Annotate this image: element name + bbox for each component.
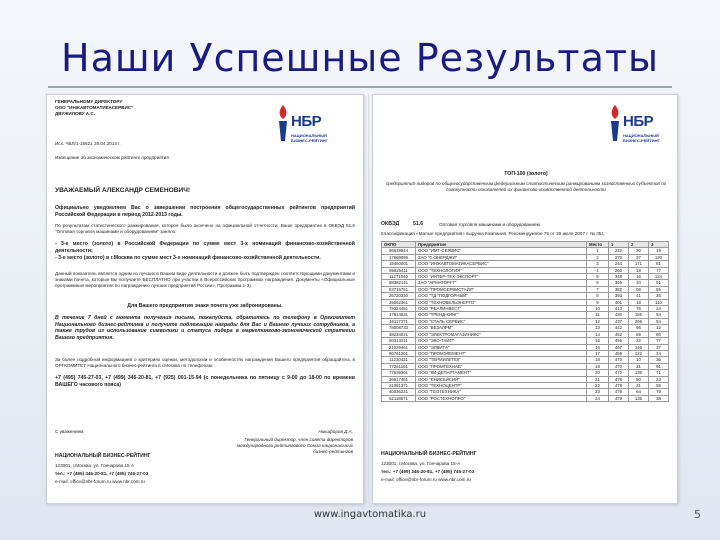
letter-paragraph: За более подробной информацией о критериях оценки, методологии и особенностях награждения Вашего предприятия обращайтесь в ОРГКОМИТЕТ Национального бизнес-рейтинга в г.Москва по телефонам: (55, 357, 355, 368)
table-cell: 30 (629, 248, 649, 254)
org-phones: тел.: +7 (499) 346-20-81, +7 (495) 745-27-03 (381, 469, 475, 474)
ranking-document (372, 94, 678, 504)
table-cell: ООО "ЭЛЕКТРОМАГАЗИНИКС" (416, 331, 587, 337)
table-cell: 479 (609, 389, 629, 395)
table-cell: 64 (629, 389, 649, 395)
table-cell: 41 (629, 293, 649, 299)
table-cell: 56639644 (382, 248, 416, 254)
table-cell: 7 (587, 286, 609, 292)
table-cell: 91 (649, 280, 669, 286)
table-cell: 21 (587, 376, 609, 382)
table-cell: 18 (587, 357, 609, 363)
table-cell: 6 (587, 280, 609, 286)
table-cell: 24 (649, 306, 669, 312)
table-cell: 244 (609, 261, 629, 267)
table-cell: ООО "СТАЛЬ СЕРВИС" (416, 318, 587, 324)
table-cell: 56 (649, 382, 669, 388)
addressee-line: ООО "ИНЖАВТОМАТИКАСЕРВИС" (55, 105, 134, 110)
table-cell: ООО "ЭКО-ТАЙП" (416, 338, 587, 344)
table-cell: 26720330 (382, 293, 416, 299)
table-cell: 21 (629, 382, 649, 388)
table-cell: 81 (649, 261, 669, 267)
letter-paragraph: Данный показатель является одним из лучших в Вашем виде деятельности и должен быть подтвержден соответствующими документами и знаками почета, которые Вы получаете БЕСПЛАТНО при участии в Всероссийских программах награждения. Документы «Официальные программные мероприятия по награждению лучших предприятий России», Программа 1-3). (55, 271, 355, 288)
table-cell: 146 (629, 344, 649, 350)
letter-phones: +7 (495) 745-27-03, +7 (499) 346-20-81, +7 (925) 001-15-94 (с понедельника по пятницу с 9-00 до 18-00 по времени ВАШЕГО часового пояса) (55, 375, 355, 388)
letter-place: - 3-е место (золото) в г.Москва по сумме мест 3-х номинаций финансово-хозяйственной деятельности. (55, 255, 321, 261)
table-cell: 13 (587, 325, 609, 331)
table-cell: 266 (629, 318, 649, 324)
table-cell: 26 (649, 293, 669, 299)
signer-name: Никифоров Д.А. (318, 429, 353, 434)
letter-document (46, 94, 364, 504)
table-cell: 382 (609, 286, 629, 292)
table-cell: 467 (609, 344, 629, 350)
letter-addressee (55, 99, 255, 117)
table-cell: 10 (587, 306, 609, 312)
column-header: 2 (629, 242, 649, 248)
table-cell: 19 (587, 363, 609, 369)
table-cell: 78008733 (382, 325, 416, 331)
table-cell: 18 (629, 299, 649, 305)
table-cell: 479 (609, 395, 629, 401)
table-cell: 12 (587, 318, 609, 324)
table-cell: ООО "ЕНИСЕЙСИЙ" (416, 376, 587, 382)
ranking-header: ТОП-100 (золото) (504, 171, 548, 177)
org-email: e-mail: office@nbr-forum.ru www.nbr.com.ru (381, 477, 471, 482)
table-cell: 40036241 (382, 389, 416, 395)
table-cell: 9 (587, 299, 609, 305)
table-cell: 393 (609, 293, 629, 299)
org-name: НАЦИОНАЛЬНЫЙ БИЗНЕС-РЕЙТИНГ (55, 453, 151, 459)
org-email: e-mail: office@nbr-forum.ru www.nbr.com.ru (55, 479, 145, 484)
nbr-logo (273, 103, 333, 151)
table-cell: 96 (629, 325, 649, 331)
table-cell: 16 (587, 344, 609, 350)
letter-greeting: УВАЖАЕМЫЙ АЛЕКСАНДР СЕМЕНОВИЧ! (55, 187, 191, 194)
table-cell: 124 (649, 274, 669, 280)
logo-subtitle: НАЦИОНАЛЬНЫЙ БИЗНЕС-РЕЙТИНГ (623, 133, 660, 143)
table-cell: 77 (649, 267, 669, 273)
table-cell: 472 (609, 370, 629, 376)
table-cell: 135 (629, 395, 649, 401)
table-cell: 260 (609, 267, 629, 273)
letter-paragraph: В течение 7 дней с момента получения письма, пожалуйста, обратитесь по телефону в Оргкомитет Национального бизнес-рейтинга и получите подлежащие награды для Вас и Вашего лучших сотрудников, а также трудов из использование символики и статуса лидера в маркетингово-экономической стратегии Вашего предприятия. (55, 315, 355, 341)
table-cell: 69 (629, 331, 649, 337)
letter-paragraph: Для Вашего предприятия знаки почета уже забронированы. (127, 303, 283, 309)
letter-paragraph: По результатам статистического ранжирования, которое было окончено на официальной отчетности, Ваше предприятие в ОКВЭД 51.6 "Оптовая торговля машинами и оборудованием" заняло: (55, 223, 355, 234)
table-cell: ООО "ПРОМТЕХНАБ" (416, 363, 587, 369)
table-cell: 79324451 (382, 306, 416, 312)
table-cell: 155 (629, 312, 649, 318)
table-cell: 63715761 (382, 286, 416, 292)
table-cell: 17 (587, 350, 609, 356)
slide-title: Наши Успешные Результаты (61, 36, 659, 80)
table-cell: 5 (587, 274, 609, 280)
table-cell: 437 (609, 318, 629, 324)
table-cell: 476 (609, 376, 629, 382)
table-cell: ООО "ЭЛВИТА" (416, 344, 587, 350)
table-cell: 58 (629, 286, 649, 292)
table-cell: 120 (649, 254, 669, 260)
table-cell: 442 (609, 325, 629, 331)
table-cell: ООО "ГЕОТЕХНИКА" (416, 389, 587, 395)
table-cell: 71 (649, 370, 669, 376)
table-cell: 15 (587, 338, 609, 344)
table-cell: 77261161 (382, 363, 416, 369)
document-separator (368, 94, 369, 504)
table-cell: 136 (629, 370, 649, 376)
okved-label: ОКВЭД (381, 221, 400, 227)
table-cell: 54 (649, 318, 669, 324)
table-cell: ООО "ТД "ПОДГОРНЫЙ" (416, 293, 587, 299)
table-cell: 12 (649, 325, 669, 331)
logo-letters: НБР (623, 113, 654, 130)
table-cell: ЗАО "АРМАТОРГТ" (416, 280, 587, 286)
table-cell: ЗАО "С-ЭНЕРДЖИ" (416, 254, 587, 260)
table-cell: 2 (587, 254, 609, 260)
column-header: 1 (609, 242, 629, 248)
table-cell: 77539301 (382, 370, 416, 376)
table-cell: 23 (649, 376, 669, 382)
table-cell: ООО "ИНЖАВТОМАТИКАСЕРВИС" (416, 261, 587, 267)
table-cell: 19460001 (382, 261, 416, 267)
ranking-intro: предприятий-лидеров по общегосударственным федеральным статистическим ранжированиям хозяйственных субъектов по совокупности показателей их финансово-хозяйственной деятельности (385, 181, 667, 192)
table-cell: 25062361 (382, 299, 416, 305)
table-cell: 17669086 (382, 254, 416, 260)
table-cell: ООО "ТЕХНОЦЕНТР" (416, 382, 587, 388)
classification-line: Классификация «Малые предприятия» выручка Компания, Рекомендуемое 79 от 26 июля 2007 г. № 351; (381, 231, 606, 236)
table-cell: 470 (609, 363, 629, 369)
table-row (382, 395, 669, 401)
table-cell: 38234021 (382, 331, 416, 337)
table-cell: 11 (587, 312, 609, 318)
table-cell: 8 (587, 293, 609, 299)
logo-letters: НБР (291, 113, 322, 130)
letter-ref: Исх. ЧБЛ/1-16621 28.04.2014 г. (55, 141, 121, 146)
table-cell: 24 (587, 395, 609, 401)
table-cell: 455 (609, 338, 629, 344)
torch-icon (275, 103, 291, 143)
table-cell: 16 (629, 274, 649, 280)
table-cell: ООО "ТЕХНОЛОГИЯ" (416, 267, 587, 273)
org-address: 123001, г.Москва, ул. Гончарова 15-А (381, 461, 461, 466)
nbr-logo (605, 103, 665, 151)
table-cell: 478 (609, 382, 629, 388)
table-cell: ООО "КИ-ДЕПАРТАМЕНТ" (416, 370, 587, 376)
table-cell: 21029461 (382, 344, 416, 350)
table-cell: 3 (587, 261, 609, 267)
okved-description: Оптовая торговля машинами и оборудованием (439, 222, 540, 227)
table-cell: 22 (587, 382, 609, 388)
table-cell: 4 (587, 267, 609, 273)
table-cell: ООО "ТЕРМИЛЕТЕК" (416, 357, 587, 363)
letter-place: - 3-е место (золото) в Российской Федерации по сумме мест 3-х номинаций финансово-хозяйственной деятельности; (55, 241, 355, 254)
addressee-line: ГЕНЕРАЛЬНОМУ ДИРЕКТОРУ (55, 99, 123, 104)
table-cell: 21081371 (382, 382, 416, 388)
table-cell: 430 (609, 312, 629, 318)
table-cell: ООО "ВЕЗАЛРМ" (416, 325, 587, 331)
table-cell: ООО "ИНТЕР-ТЕХ-ЭКСПОРТ" (416, 274, 587, 280)
letter-paragraph: Официально уведомляем Вас о завершении построения общегосударственных рейтингов предприятий Российской Федерации в период 2012-2013 годы. (55, 205, 355, 218)
table-cell: 21 (629, 363, 649, 369)
table-cell: 17614631 (382, 312, 416, 318)
table-cell: 469 (609, 350, 629, 356)
org-name: НАЦИОНАЛЬНЫЙ БИЗНЕС-РЕЙТИНГ (381, 451, 477, 457)
table-cell: 1 (587, 248, 609, 254)
table-cell: ООО "ПРОМСЕРВИСТАЙЛ" (416, 286, 587, 292)
table-cell: 36 (649, 357, 669, 363)
page-number: 5 (694, 508, 701, 521)
table-cell: 91 (649, 363, 669, 369)
table-cell: 55 (649, 286, 669, 292)
table-cell: 171 (629, 261, 649, 267)
org-phones: тел.: +7 (495) 346-20-81, +7 (495) 745-27-03 (55, 471, 149, 476)
table-cell: 20 (587, 370, 609, 376)
table-cell: 23 (587, 389, 609, 395)
column-header: 3 (649, 242, 669, 248)
table-cell: ООО "РОСТЕХНОПРО" (416, 395, 587, 401)
table-cell: 18 (629, 267, 649, 273)
table-cell: 413 (609, 306, 629, 312)
column-header: Предприятие (416, 242, 587, 248)
table-cell: 365 (609, 280, 629, 286)
signer-title: Генеральный директор, член совета директоров международного рейтингового Союза национальных бизнес-рейтингов (237, 437, 353, 454)
table-cell: 14 (587, 331, 609, 337)
table-cell: 110 (649, 299, 669, 305)
table-cell: 122 (629, 350, 649, 356)
logo-subtitle: НАЦИОНАЛЬНЫЙ БИЗНЕС-РЕЙТИНГ (291, 133, 328, 143)
letter-closing: С уважением, (55, 429, 85, 434)
table-cell: 16117371 (382, 318, 416, 324)
letter-subject: Извещение об экономическом рейтинге предприятия (55, 155, 169, 160)
table-cell: 222 (609, 248, 629, 254)
table-cell: 10 (629, 357, 649, 363)
table-cell: 34 (629, 280, 649, 286)
table-cell: 79 (649, 389, 669, 395)
table-cell: 80 (649, 331, 669, 337)
table-cell: 37 (629, 254, 649, 260)
table-cell: 36817461 (382, 376, 416, 382)
table-cell: 470 (609, 357, 629, 363)
table-cell: ООО "ТЕХНОВЕЛЬЭНЕРГО" (416, 299, 587, 305)
table-cell: 452 (609, 331, 629, 337)
ranking-table (381, 241, 669, 402)
okved-code: 51.6 (413, 221, 424, 227)
column-header: ОКПО (382, 242, 416, 248)
torch-icon (607, 103, 623, 143)
table-cell: ООО "РЕАЛИНВЕСТ" (416, 306, 587, 312)
table-cell: 401 (609, 299, 629, 305)
table-cell: 54 (649, 312, 669, 318)
footer-url[interactable]: www.ingavtomatika.ru (313, 509, 427, 520)
table-cell: ООО "ИМТ-СЕРВИС" (416, 248, 587, 254)
title-divider (48, 86, 672, 88)
table-cell: 270 (609, 254, 629, 260)
table-cell: 348 (609, 274, 629, 280)
table-cell: ООО "ТРЕНД-КИНГ" (416, 312, 587, 318)
table-cell: 77 (649, 338, 669, 344)
table-cell: 95625411 (382, 267, 416, 273)
table-cell: 96761261 (382, 350, 416, 356)
table-cell: 90 (629, 376, 649, 382)
org-address: 123001, г.Москва, ул. Гончарова 15 А (55, 463, 134, 468)
table-cell: 22 (629, 338, 649, 344)
column-header: Место (587, 242, 609, 248)
table-cell: 88382141 (382, 280, 416, 286)
table-cell: 37 (649, 344, 669, 350)
table-cell: ООО "ПРОМЭЛЕМЕНТ" (416, 350, 587, 356)
addressee-line: ДВУЖИЛОВУ А.С. (55, 111, 95, 116)
table-cell: 76 (629, 306, 649, 312)
table-cell: 11230431 (382, 357, 416, 363)
table-cell: 24 (649, 350, 669, 356)
table-cell: 11271040 (382, 274, 416, 280)
table-cell: 52118671 (382, 395, 416, 401)
table-cell: 38 (649, 395, 669, 401)
table-cell: 19 (649, 248, 669, 254)
table-cell: 60313211 (382, 338, 416, 344)
